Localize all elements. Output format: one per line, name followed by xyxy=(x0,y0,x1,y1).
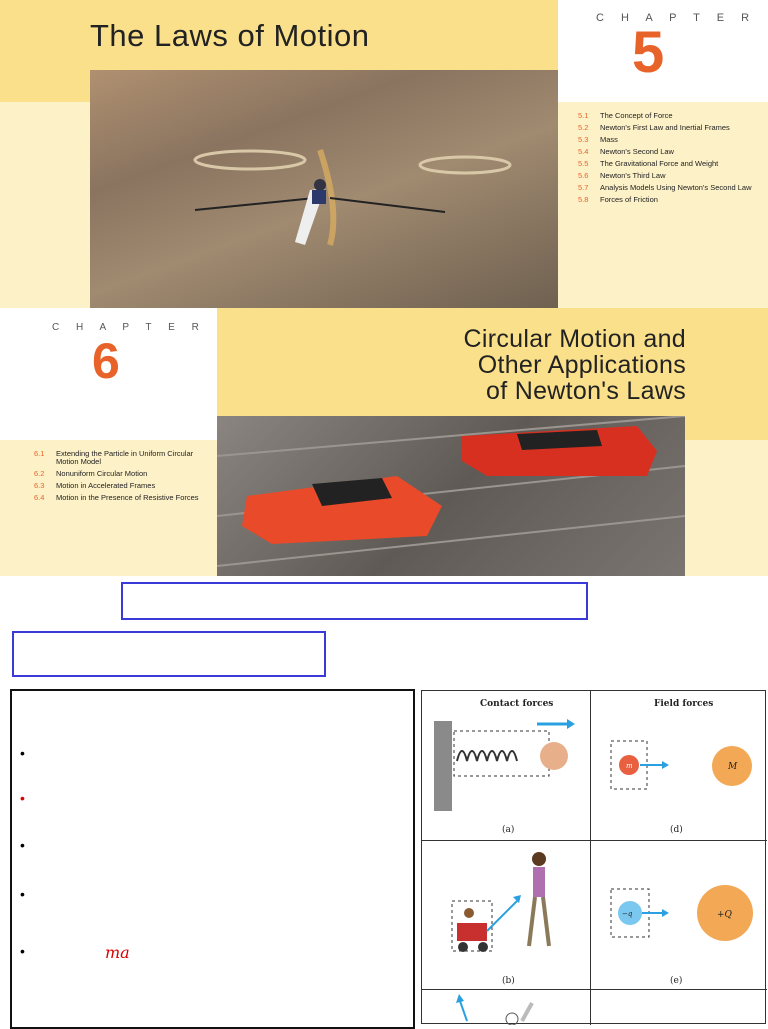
toc-item[interactable]: 5.7 Analysis Models Using Newton's Second Law xyxy=(578,183,752,192)
chapter5-number: 5 xyxy=(632,20,665,85)
bullet: • xyxy=(20,886,25,902)
toc-item[interactable]: 5.6 Newton's Third Law xyxy=(578,171,666,180)
bullet: • xyxy=(20,790,25,806)
race-cars-photo xyxy=(217,416,685,576)
label-m: m xyxy=(626,762,633,770)
formula-ma: ma xyxy=(105,943,130,962)
charges-illustration xyxy=(607,871,757,966)
chapter6-label: C H A P T E R xyxy=(52,322,206,333)
gravity-illustration xyxy=(607,736,757,806)
chapter6-title-line: of Newton's Laws xyxy=(486,377,686,405)
rowing-photo xyxy=(90,70,558,308)
label-neg-q: −q xyxy=(622,910,633,918)
contact-forces-heading: Contact forces xyxy=(480,699,554,709)
grid-divider xyxy=(590,691,591,1025)
chapter6-title-line: Circular Motion and xyxy=(463,325,686,353)
forces-figure xyxy=(421,690,766,1024)
empty-text-box[interactable] xyxy=(121,582,588,620)
chapter5-label: C H A P T E R xyxy=(596,12,757,24)
caption-e: (e) xyxy=(670,976,683,986)
chapter6-side-band xyxy=(685,440,768,576)
caption-a: (a) xyxy=(502,825,515,835)
toc-item[interactable]: 5.1 The Concept of Force xyxy=(578,111,673,120)
grid-divider xyxy=(422,989,767,990)
grid-divider xyxy=(422,840,767,841)
bullet: • xyxy=(20,943,25,959)
label-M: M xyxy=(728,762,738,772)
chapter6-title xyxy=(230,326,686,404)
toc-item[interactable]: 6.4 Motion in the Presence of Resistive Forces xyxy=(34,493,199,502)
caption-d: (d) xyxy=(670,825,683,835)
toc-item[interactable]: 5.8 Forces of Friction xyxy=(578,195,658,204)
bullet: • xyxy=(20,837,25,853)
label-pos-Q: +Q xyxy=(717,910,732,920)
toc-item[interactable]: 5.2 Newton's First Law and Inertial Frames xyxy=(578,123,730,132)
bullet: • xyxy=(20,745,25,761)
partial-illustration xyxy=(452,991,552,1025)
chapter6-number: 6 xyxy=(92,333,120,389)
chapter6-title-line: Other Applications xyxy=(477,351,686,379)
toc-item[interactable]: 5.4 Newton's Second Law xyxy=(578,147,674,156)
bullet-list-box xyxy=(10,689,415,1029)
caption-b: (b) xyxy=(502,976,515,986)
toc-item[interactable]: 5.5 The Gravitational Force and Weight xyxy=(578,159,719,168)
chapter5-title: The Laws of Motion xyxy=(90,18,370,53)
field-forces-heading: Field forces xyxy=(654,699,714,709)
toc-item[interactable]: 6.1 Extending the Particle in Uniform Circular Motion Model xyxy=(34,449,194,466)
empty-text-box[interactable] xyxy=(12,631,326,677)
spring-illustration xyxy=(432,716,582,816)
wagon-illustration xyxy=(447,851,587,966)
toc-item[interactable]: 5.3 Mass xyxy=(578,135,618,144)
toc-item[interactable]: 6.2 Nonuniform Circular Motion xyxy=(34,469,148,478)
toc-item[interactable]: 6.3 Motion in Accelerated Frames xyxy=(34,481,156,490)
chapter6-toc xyxy=(34,450,214,506)
chapter5-toc xyxy=(578,112,764,208)
